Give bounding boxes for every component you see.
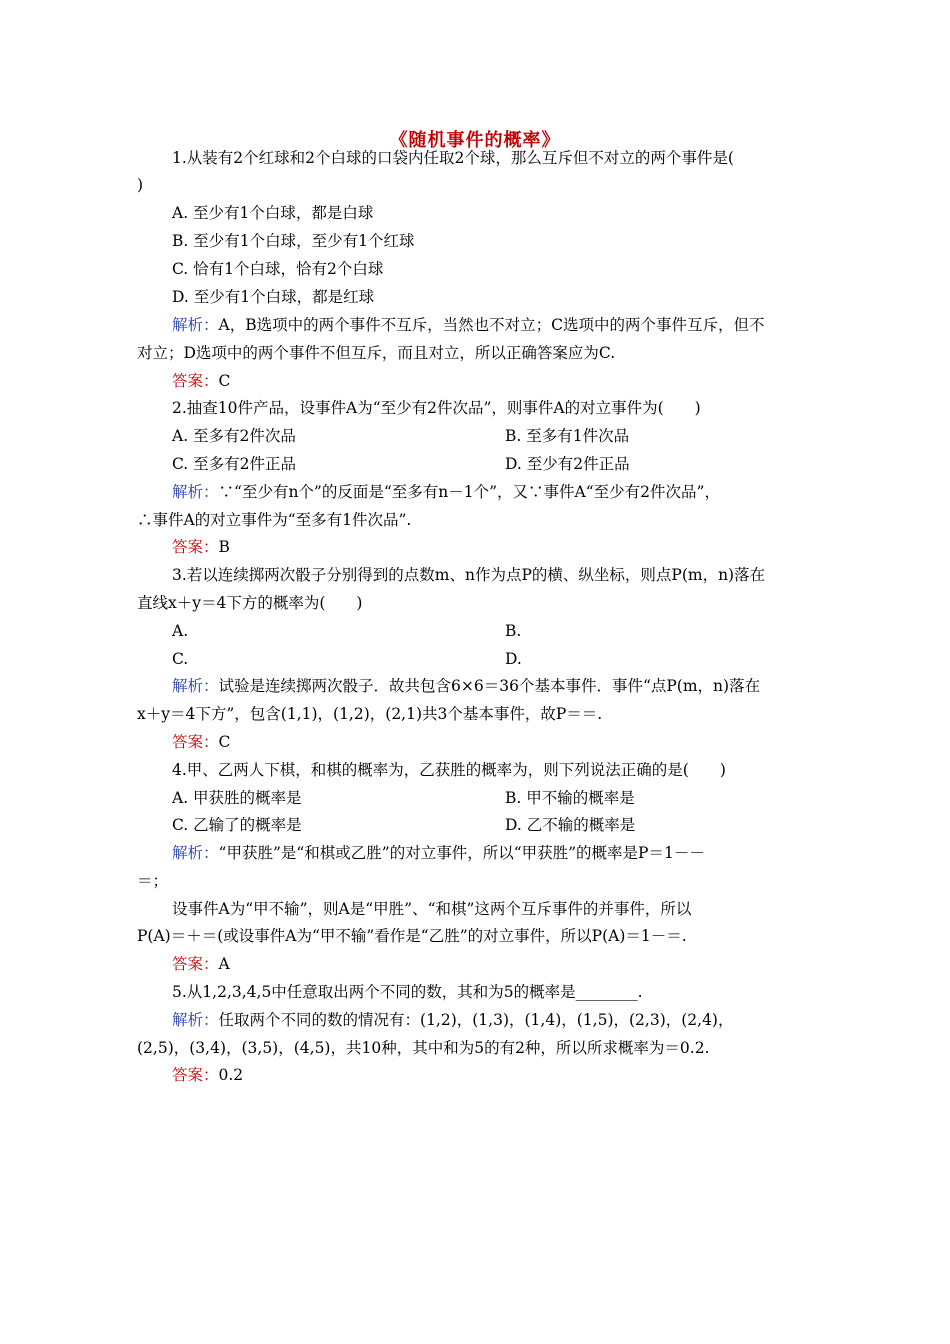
question-2-option-d: D. 至少有2件正品 (505, 455, 630, 473)
answer-label: 答案： (172, 1066, 219, 1084)
answer-3-value: C (218, 733, 231, 751)
analysis-label: 解析： (172, 844, 219, 862)
analysis-4-para2-cont: P(A)＝＋＝(或设事件A为“甲不输”看作是“乙胜”的对立事件，所以P(A)＝1－＝. (137, 927, 687, 945)
analysis-label: 解析： (172, 316, 219, 334)
question-1-option-a: A. 至少有1个白球，都是白球 (172, 204, 374, 222)
answer-4 (172, 954, 230, 974)
answer-3 (172, 732, 230, 752)
question-2-option-a: A. 至多有2件次品 (172, 427, 296, 445)
answer-5-value: 0.2 (218, 1066, 244, 1084)
question-4-option-c: C. 乙输了的概率是 (172, 816, 302, 834)
question-1-text-cont: ) (137, 176, 144, 194)
answer-2 (172, 537, 230, 557)
analysis-3-text: 试验是连续掷两次骰子．故共包含6×6＝36个基本事件．事件“点P(m，n)落在 (218, 677, 761, 695)
question-3-option-d: D. (505, 650, 522, 668)
question-3-text: 3.若以连续掷两次骰子分别得到的点数m、n作为点P的横、纵坐标，则点P(m，n)落在 (172, 566, 766, 584)
answer-1 (172, 371, 230, 391)
question-2-text: 2.抽查10件产品，设事件A为“至少有2件次品”，则事件A的对立事件为( ) (172, 399, 701, 417)
question-1-option-c: C. 恰有1个白球，恰有2个白球 (172, 260, 384, 278)
analysis-label: 解析： (172, 1011, 219, 1029)
question-2-option-c: C. 至多有2件正品 (172, 455, 297, 473)
answer-5 (172, 1065, 243, 1085)
answer-label: 答案： (172, 538, 219, 556)
page-title: 《随机事件的概率》 (389, 130, 561, 151)
analysis-label: 解析： (172, 677, 219, 695)
question-4-option-b: B. 甲不输的概率是 (505, 789, 635, 807)
question-3-option-b: B. (505, 622, 522, 640)
analysis-5 (172, 1010, 733, 1030)
question-2-option-b: B. 至多有1件次品 (505, 427, 630, 445)
question-1-option-b: B. 至少有1个白球，至少有1个红球 (172, 232, 415, 250)
question-3-option-a: A. (172, 622, 189, 640)
analysis-2 (172, 482, 720, 502)
analysis-1-cont: 对立；D选项中的两个事件不但互斥，而且对立，所以正确答案应为C. (137, 344, 616, 362)
analysis-5-text: 任取两个不同的数的情况有：(1,2)，(1,3)，(1,4)，(1,5)，(2,3)，(2,4)， (218, 1011, 734, 1029)
answer-label: 答案： (172, 372, 219, 390)
answer-label: 答案： (172, 733, 219, 751)
analysis-3 (172, 676, 760, 696)
analysis-1 (172, 315, 764, 335)
question-4-text: 4.甲、乙两人下棋，和棋的概率为，乙获胜的概率为，则下列说法正确的是( ) (172, 761, 726, 779)
analysis-5-cont: (2,5)，(3,4)，(3,5)，(4,5)，共10种，其中和为5的有2种，所以所求概率为＝0.2. (137, 1039, 710, 1057)
analysis-2-text: ∵“至少有n个”的反面是“至多有n－1个”，又∵事件A“至少有2件次品”， (218, 483, 720, 501)
question-1-option-d: D. 至少有1个白球，都是红球 (172, 288, 375, 306)
analysis-3-cont: x＋y＝4下方”，包含(1,1)，(1,2)，(2,1)共3个基本事件，故P＝＝. (137, 705, 603, 723)
question-5-text: 5.从1,2,3,4,5中任意取出两个不同的数，其和为5的概率是________. (172, 983, 643, 1001)
question-4-option-d: D. 乙不输的概率是 (505, 816, 636, 834)
answer-2-value: B (218, 538, 230, 556)
answer-1-value: C (218, 372, 231, 390)
question-3-text-cont: 直线x＋y＝4下方的概率为( ) (137, 594, 363, 612)
analysis-4 (172, 843, 705, 863)
question-3-option-c: C. (172, 650, 189, 668)
analysis-4-cont: ＝； (137, 872, 169, 890)
question-1-text: 1.从装有2个红球和2个白球的口袋内任取2个球，那么互斥但不对立的两个事件是( (172, 149, 734, 167)
analysis-4-text: “甲获胜”是“和棋或乙胜”的对立事件，所以“甲获胜”的概率是P＝1－－ (218, 844, 705, 862)
analysis-2-cont: ∴事件A的对立事件为“至多有1件次品”. (137, 511, 412, 529)
answer-label: 答案： (172, 955, 219, 973)
question-4-option-a: A. 甲获胜的概率是 (172, 789, 302, 807)
answer-4-value: A (218, 955, 230, 973)
analysis-1-text: A，B选项中的两个事件不互斥，当然也不对立；C选项中的两个事件互斥，但不 (218, 316, 765, 334)
analysis-4-para2: 设事件A为“甲不输”，则A是“甲胜”、“和棋”这两个互斥事件的并事件，所以 (172, 900, 692, 918)
analysis-label: 解析： (172, 483, 219, 501)
